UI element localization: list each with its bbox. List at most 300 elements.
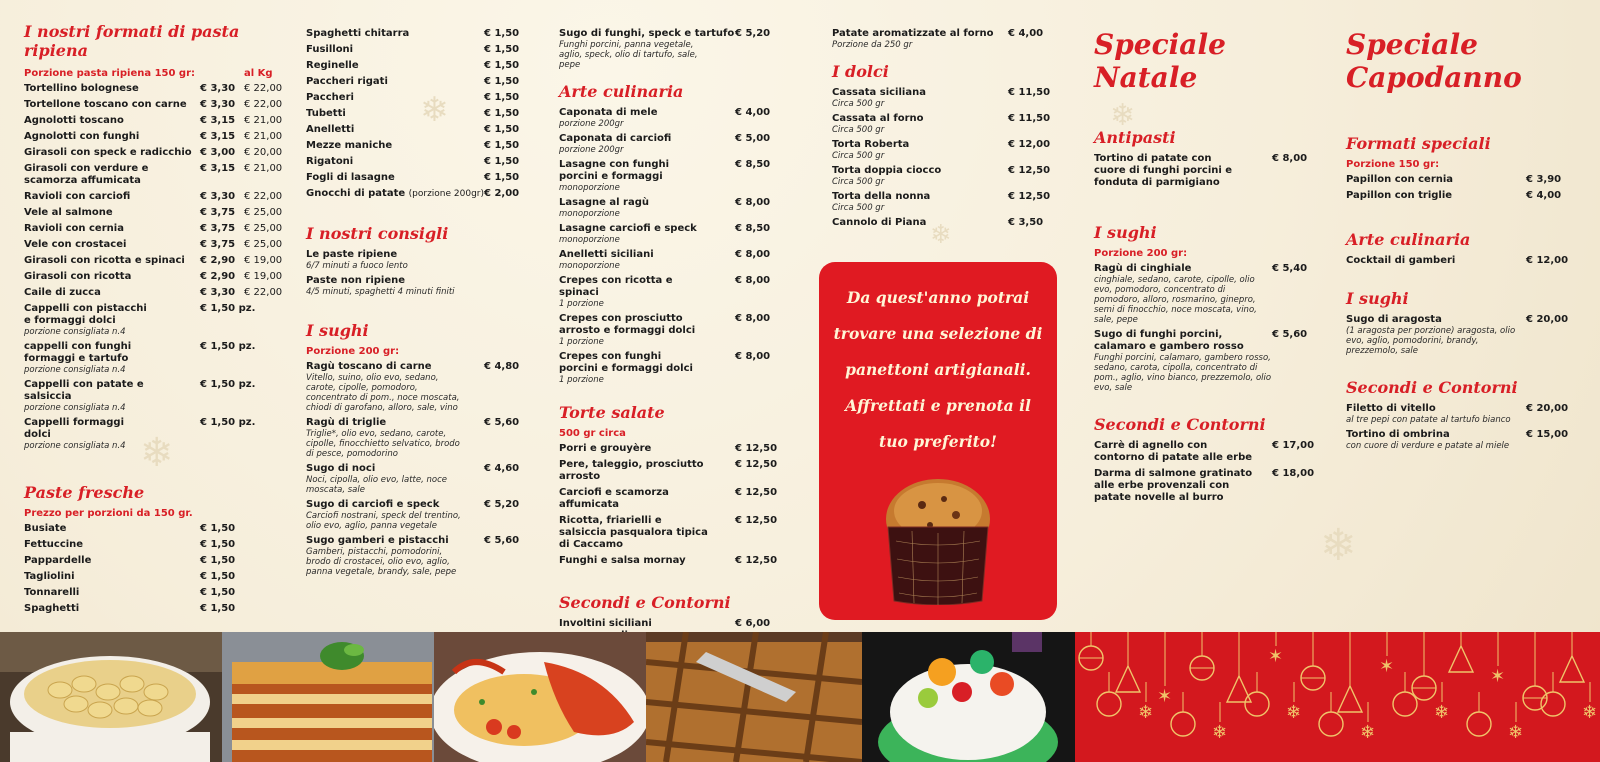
item-description: porzione consigliata n.4 [24,365,126,375]
item-price: € 4,80 [484,361,520,372]
menu-item [24,555,284,567]
item-name: Porri e grouyère [559,443,652,454]
item-description: 1 porzione [559,375,604,385]
item-price: € 1,50 [484,172,520,183]
item-price: € 3,30 [200,99,236,110]
item-name: Patate aromatizzate al forno [832,28,994,39]
item-list [1346,255,1569,267]
special-title: Speciale Capodanno [1346,28,1522,94]
item-name: Tonnarelli [24,587,80,598]
menu-item [306,60,520,72]
menu-item [832,28,1048,50]
torta-salata-photo [646,632,862,762]
item-price-per-kg: € 21,00 [244,163,283,174]
item-name: Girasoli con ricotta [24,271,132,282]
svg-text:✶: ✶ [1490,666,1506,687]
item-name: Torta doppia ciocco [832,165,942,176]
menu-item [24,603,284,615]
item-description: monoporzione [559,183,620,193]
item-name: Sugo di carciofi e speck [306,499,440,510]
menu-item [1094,329,1312,393]
item-price: € 8,00 [1272,153,1308,164]
menu-item [306,108,520,120]
ornaments-image [1075,632,1600,762]
section-title: I dolci [832,62,889,81]
item-name: Sugo di funghi, speck e tartufo [559,28,735,39]
item-list [1346,314,1569,356]
item-note: (porzione 200gr) [408,189,485,199]
item-price: € 3,15 [200,115,236,126]
item-name: Ragù toscano di carne [306,361,432,372]
item-name: Ragù di cinghiale [1094,263,1192,274]
item-price: € 12,50 [735,459,778,470]
item-price: € 3,50 [1008,217,1044,228]
menu-item [24,131,284,143]
item-name: Darma di salmone gratinato alle erbe provenzali con patate novelle al burro [1094,468,1253,503]
item-price: € 4,00 [1008,28,1044,39]
promo-text: Da quest'anno potrai trovare una selezione di panettoni artigianali. Affrettati e prenota il tuo preferito! [833,288,1043,451]
section-title: I sughi [1346,289,1409,308]
snowflake-icon: ❄ [420,90,449,130]
column-pasta-ripiena [24,22,284,619]
item-price: € 20,00 [1526,314,1569,325]
section-title: Secondi e Contorni [559,593,731,612]
menu-item [306,463,520,495]
item-price: € 3,30 [200,83,236,94]
menu-item [832,191,1051,213]
item-price: € 1,50 [200,523,236,534]
item-price-per-kg: € 19,00 [244,255,283,266]
item-price: € 12,50 [1008,165,1051,176]
item-name: Tortellone toscano con carne [24,99,187,110]
menu-item [559,351,775,385]
item-description: monoporzione [559,235,620,245]
menu-item [1346,255,1569,267]
subhead-label: Porzione pasta ripiena 150 gr: [24,68,196,79]
item-name: Crepes con prosciutto arrosto e formaggi dolci [559,313,696,336]
menu-item [24,163,284,187]
special-title: Speciale Natale [1094,28,1226,94]
menu-item [559,443,778,455]
item-name: cappelli con funghi formaggi e tartufo [24,341,132,364]
menu-item [832,139,1051,161]
item-price: € 1,50 [484,124,520,135]
item-name: Tubetti [306,108,346,119]
item-name: Pappardelle [24,555,92,566]
item-name: Paste non ripiene [306,275,406,286]
item-name: Gnocchi di patate [306,188,406,199]
item-description: Vitello, suino, olio evo, sedano, carote, cipolle, pomodoro, concentrato di pom., noce moscata, chiodi di garofano, alloro, sale, vino [306,373,460,413]
item-price: € 1,50 [484,92,520,103]
section-title: Antipasti [1094,128,1176,147]
menu-item [559,275,775,309]
item-description: Circa 500 gr [832,151,885,161]
item-description: 6/7 minuti a fuoco lento [306,261,408,271]
menu-item [24,379,284,413]
item-name: Spaghetti [24,603,80,614]
menu-item [24,223,284,235]
item-name: Papillon con triglie [1346,190,1453,201]
item-name: Girasoli con verdure e scamorza affumicata [24,163,149,186]
item-price: € 3,30 [200,191,236,202]
svg-text:✶: ✶ [1379,656,1395,677]
item-price: € 8,50 [735,159,771,170]
item-description: 4/5 minuti, spaghetti 4 minuti finiti [306,287,455,297]
item-name: Tortino di ombrina [1346,429,1450,440]
item-name: Cassata siciliana [832,87,926,98]
menu-item [306,188,520,200]
item-name: Torta Roberta [832,139,910,150]
item-list [832,28,1048,50]
tortellini-photo [0,632,222,762]
item-description: monoporzione [559,209,620,219]
menu-item [1094,468,1315,504]
item-description: porzione consigliata n.4 [24,441,126,451]
item-price: € 17,00 [1272,440,1315,451]
item-list [24,83,284,299]
item-description: porzione 200gr [559,145,624,155]
item-price: € 3,00 [200,147,236,158]
item-name: Ravioli con cernia [24,223,124,234]
item-name: Anelletti [306,124,355,135]
item-description: Circa 500 gr [832,203,885,213]
item-name: Tortellino bolognese [24,83,139,94]
menu-item [559,313,775,347]
section-subhead: Porzione 150 gr: [1346,159,1440,170]
item-price: € 1,50 [484,76,520,87]
menu-item [559,487,778,511]
menu-item [306,499,520,531]
item-price: € 5,60 [1272,329,1308,340]
menu-item [24,255,284,267]
menu-item [24,271,284,283]
item-name: Funghi e salsa mornay [559,555,686,566]
section-subhead [24,68,284,79]
item-name: Caile di zucca [24,287,101,298]
item-description: Circa 500 gr [832,99,885,109]
item-name: Agnolotti con funghi [24,131,140,142]
section-title: Torte salate [559,403,665,422]
item-price-per-kg: € 19,00 [244,271,283,282]
lobster-pasta-photo [434,632,646,762]
item-price: € 1,50 pz. [200,341,256,352]
item-price: € 12,50 [1008,191,1051,202]
item-price: € 1,50 pz. [200,417,256,428]
item-price: € 12,50 [735,555,778,566]
item-name: Busiate [24,523,67,534]
menu-item [24,99,284,111]
column-speciale-natale [1094,28,1315,508]
item-description: Circa 500 gr [832,125,885,135]
item-price: € 1,50 [200,571,236,582]
lasagna-photo [222,632,434,762]
menu-item [306,44,520,56]
item-price: € 8,50 [735,223,771,234]
svg-text:❄: ❄ [1582,702,1598,723]
item-price-per-kg: € 22,00 [244,287,283,298]
menu-item [832,113,1051,135]
item-price: € 3,75 [200,239,236,250]
item-price: € 8,00 [735,313,771,324]
section-title: Paste fresche [24,483,145,502]
item-name: Papillon con cernia [1346,174,1454,185]
item-description: (1 aragosta per porzione) aragosta, olio evo, aglio, pomodorini, brandy, prezzemolo, sale [1346,326,1516,356]
item-description: porzione consigliata n.4 [24,403,126,413]
item-list [559,107,775,385]
item-list [306,249,520,297]
item-price: € 1,50 [200,603,236,614]
item-price: € 12,00 [1526,255,1569,266]
item-price: € 5,60 [484,417,520,428]
item-name: Pere, taleggio, prosciutto arrosto [559,459,704,482]
menu-item [559,133,775,155]
column-speciale-capodanno [1346,28,1569,455]
snowflake-icon: ❄ [930,220,952,250]
item-price: € 4,00 [735,107,771,118]
menu-item [24,417,284,451]
item-list [559,443,778,567]
item-name: Ragù di triglie [306,417,387,428]
item-price: € 1,50 [484,140,520,151]
item-name: Cannolo di Piana [832,217,927,228]
column-dolci [832,28,1051,233]
item-name: Spaghetti chitarra [306,28,410,39]
item-price-per-kg: € 25,00 [244,239,283,250]
item-price: € 6,00 [735,618,771,629]
item-description: cinghiale, sedano, carote, cipolle, olio evo, pomodoro, concentrato di pomodoro, alloro, rosmarino, ginepro, semi di finocchio, noce moscata, vino, sale, pepe [1094,275,1257,325]
snowflake-icon: ❄ [1320,520,1357,571]
item-list [24,523,284,615]
menu-item [306,249,520,271]
item-name: Caponata di mele [559,107,658,118]
item-price: € 1,50 [484,60,520,71]
item-price-per-kg: € 25,00 [244,207,283,218]
item-list [1094,440,1315,504]
item-description: al tre pepi con patate al tartufo bianco [1346,415,1511,425]
menu-item [24,587,284,599]
item-price: € 1,50 [200,587,236,598]
menu-item [24,147,284,159]
item-description: porzione 200gr [559,119,624,129]
menu-item [559,459,778,483]
item-price: € 5,40 [1272,263,1308,274]
item-price: € 20,00 [1526,403,1569,414]
item-description: Funghi porcini, calamaro, gambero rosso, sedano, carota, cipolla, concentrato di pom., aglio, vino bianco, prezzemolo, olio evo, sale [1094,353,1272,393]
menu-item [1346,429,1569,451]
menu-item [559,515,778,551]
menu-item [306,535,520,577]
item-description: 1 porzione [559,299,604,309]
menu-item [306,140,520,152]
item-price: € 3,75 [200,223,236,234]
menu-item [559,555,778,567]
item-price: € 2,90 [200,255,236,266]
item-name: Sugo di funghi porcini, calamaro e gambero rosso [1094,329,1244,352]
item-price: € 12,50 [735,487,778,498]
item-price: € 1,50 [484,156,520,167]
menu-item [559,197,775,219]
item-name: Fettuccine [24,539,84,550]
item-price-per-kg: € 22,00 [244,99,283,110]
item-name: Anelletti siciliani [559,249,654,260]
menu-item [306,92,520,104]
item-name: Girasoli con ricotta e spinaci [24,255,185,266]
menu-item [1346,403,1569,425]
section-title: Formati speciali [1346,134,1491,153]
menu-item [1346,190,1566,202]
item-name: Crepes con funghi porcini e formaggi dolci [559,351,693,374]
item-description: 1 porzione [559,337,604,347]
item-name: Cassata al forno [832,113,924,124]
item-price: € 12,00 [1008,139,1051,150]
item-name: Girasoli con speck e radicchio [24,147,192,158]
item-list [1346,403,1569,451]
item-description: Triglie*, olio evo, sedano, carote, cipolle, finocchietto selvatico, brodo di pesce, pomodorino [306,429,460,459]
item-price: € 1,50 [200,539,236,550]
column-arte-culinaria [559,28,778,668]
menu-item [306,275,520,297]
item-description: con cuore di verdure e patate al miele [1346,441,1510,451]
menu-item [306,156,520,168]
item-name: Paccheri rigati [306,76,388,87]
item-name: Crepes con ricotta e spinaci [559,275,673,298]
item-description: Noci, cipolla, olio evo, latte, noce moscata, sale [306,475,448,495]
item-name: Lasagne con funghi porcini e formaggi [559,159,670,182]
menu-item [559,223,775,245]
item-name: Involtini siciliani [559,618,652,629]
item-list [306,28,520,184]
item-name: Cappelli con patate e salsiccia [24,379,144,402]
item-price: € 5,60 [484,535,520,546]
item-name: Sugo di noci [306,463,376,474]
section-title: Arte culinaria [1346,230,1471,249]
item-price: € 5,20 [484,499,520,510]
section-title: I nostri consigli [306,224,449,243]
item-name: Agnolotti toscano [24,115,124,126]
menu-item [1094,440,1315,464]
menu-item [24,571,284,583]
menu-item [832,217,1048,229]
menu-item [24,191,284,203]
item-price: € 1,50 [484,28,520,39]
item-description: Funghi porcini, panna vegetale, aglio, speck, olio di tartufo, sale, pepe [559,40,698,70]
item-price: € 8,00 [735,275,771,286]
item-name: Cappelli formaggi dolci [24,417,125,440]
item-price: € 4,60 [484,463,520,474]
menu-item [832,165,1051,187]
menu-item [24,115,284,127]
menu-item [24,523,284,535]
item-price-per-kg: € 22,00 [244,83,283,94]
item-price: € 8,00 [735,351,771,362]
item-list [24,303,284,451]
item-price-per-kg: € 25,00 [244,223,283,234]
menu-item [24,207,284,219]
item-description: Gamberi, pistacchi, pomodorini, brodo di crostacei, olio evo, aglio, panna vegetale, brandy, sale, pepe [306,547,457,577]
menu-item [1346,174,1566,186]
snowflake-icon: ❄ [140,430,174,476]
menu-item [24,287,284,299]
svg-text:❄: ❄ [1508,722,1524,743]
item-price: € 8,00 [735,197,771,208]
item-list [1094,153,1312,189]
menu-item [306,172,520,184]
section-title: I sughi [1094,223,1157,242]
section-title: I sughi [306,321,369,340]
item-price: € 18,00 [1272,468,1315,479]
item-price: € 1,50 [484,44,520,55]
item-name: Vele al salmone [24,207,113,218]
item-name: Ricotta, friarielli e salsiccia pasqualora tipica di Caccamo [559,515,708,550]
item-price: € 4,00 [1526,190,1562,201]
item-price: € 3,15 [200,163,236,174]
menu-item [306,124,520,136]
item-name: Carciofi e scamorza affumicata [559,487,669,510]
item-price: € 11,50 [1008,87,1051,98]
item-name: Vele con crostacei [24,239,127,250]
item-name: Mezze maniche [306,140,393,151]
svg-text:❄: ❄ [1360,722,1376,743]
svg-text:❄: ❄ [1286,702,1302,723]
menu-item [1094,153,1312,189]
item-price-per-kg: € 21,00 [244,131,283,142]
item-name: Sugo gamberi e pistacchi [306,535,449,546]
svg-text:✶: ✶ [1268,646,1284,667]
section-title: Secondi e Contorni [1094,415,1266,434]
menu-item [832,87,1051,109]
column-pasta-secca [306,28,520,581]
menu-item [306,76,520,88]
item-name: Filetto di vitello [1346,403,1436,414]
item-price: € 3,75 [200,207,236,218]
item-list [1346,174,1566,202]
item-name: Cocktail di gamberi [1346,255,1456,266]
item-name: Fogli di lasagne [306,172,395,183]
item-price: € 2,90 [200,271,236,282]
item-price: € 1,50 pz. [200,303,256,314]
item-price: € 12,50 [735,515,778,526]
menu-item [559,159,775,193]
item-description: monoporzione [559,261,620,271]
item-name: Caponata di carciofi [559,133,672,144]
menu-item [1346,314,1569,356]
item-price: € 3,30 [200,287,236,298]
item-name: Fusilloni [306,44,354,55]
menu-item [306,28,520,40]
item-name: Sugo di aragosta [1346,314,1442,325]
section-subhead: Porzione 200 gr: [1094,248,1188,259]
item-price: € 1,50 pz. [200,379,256,390]
svg-text:❄: ❄ [1212,722,1228,743]
section-title: Arte culinaria [559,82,684,101]
item-name: Lasagne carciofi e speck [559,223,697,234]
item-price: € 5,00 [735,133,771,144]
item-price: € 15,00 [1526,429,1569,440]
item-description: Porzione da 250 gr [832,40,913,50]
svg-text:✶: ✶ [1157,686,1173,707]
section-subhead: Porzione 200 gr: [306,346,400,357]
item-price: € 8,00 [735,249,771,260]
menu-item [24,303,284,337]
item-price-per-kg: € 20,00 [244,147,283,158]
item-description: Circa 500 gr [832,177,885,187]
item-name: Cappelli con pistacchi e formaggi dolci [24,303,147,326]
item-name: Carrè di agnello con contorno di patate alle erbe [1094,440,1253,463]
menu-item [1094,263,1312,325]
item-price: € 1,50 [200,555,236,566]
item-name: Paccheri [306,92,354,103]
subhead-unit: al Kg [244,68,273,79]
